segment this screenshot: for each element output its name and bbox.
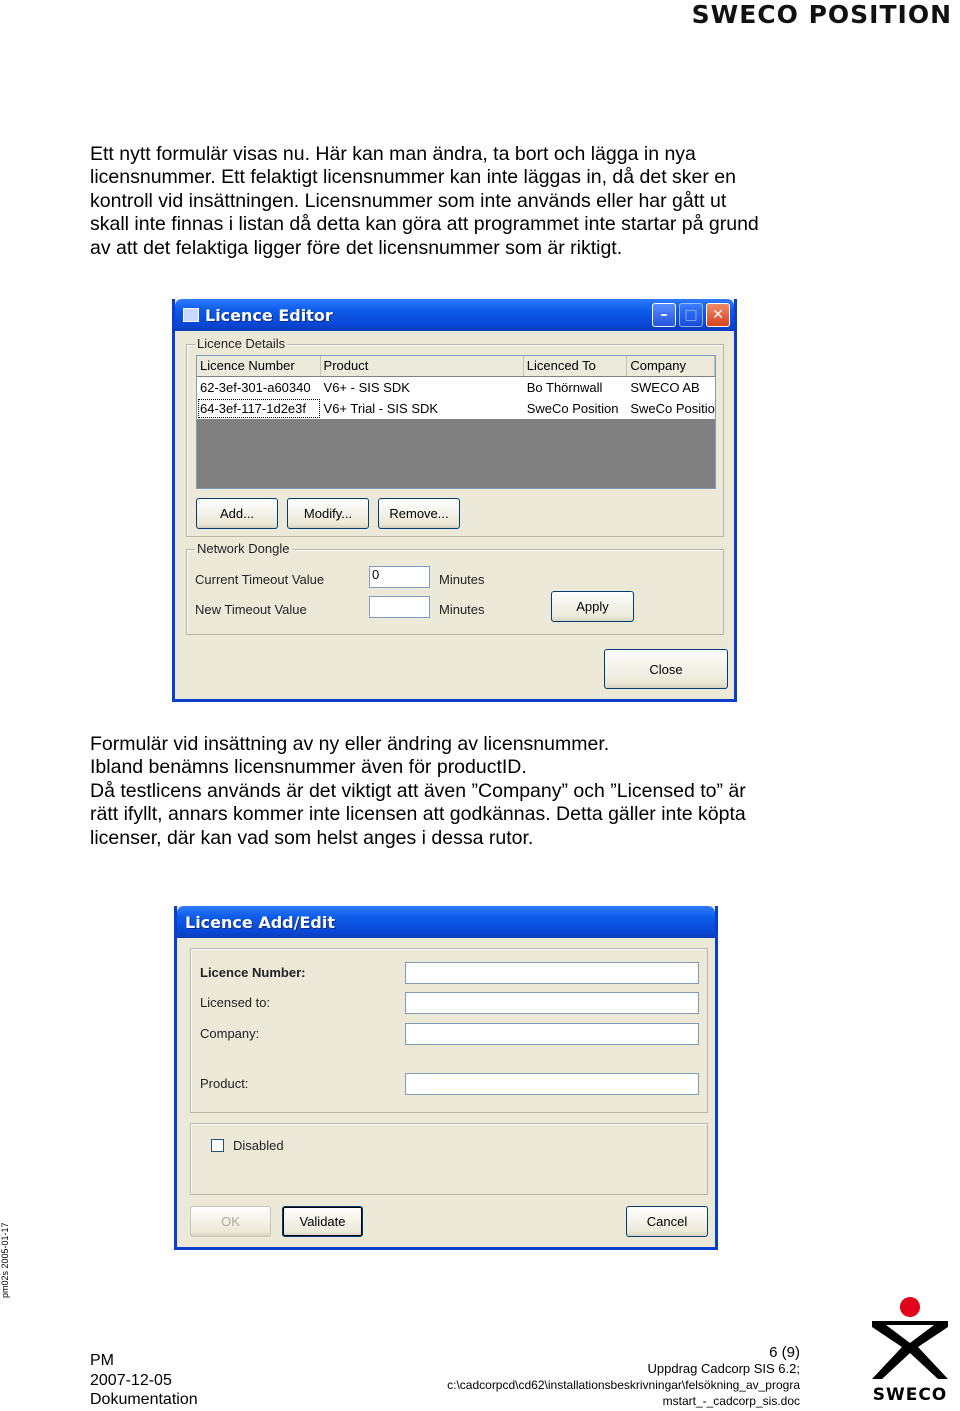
add-button[interactable]: Add...	[196, 498, 278, 529]
intro-paragraph	[90, 143, 810, 260]
text-line: av att det felaktiga ligger före det licensnummer som är riktigt.	[90, 236, 623, 259]
modify-button[interactable]: Modify...	[287, 498, 369, 529]
close-button[interactable]: Close	[604, 649, 728, 689]
close-icon[interactable]: ✕	[706, 303, 730, 327]
footer-assignment: Uppdrag Cadcorp SIS 6.2;	[647, 1361, 800, 1376]
column-header-licence-number[interactable]: Licence Number	[197, 356, 321, 376]
column-header-product[interactable]: Product	[321, 356, 524, 376]
licence-editor-titlebar[interactable]	[175, 299, 734, 331]
apply-button[interactable]: Apply	[551, 591, 634, 622]
product-field[interactable]	[405, 1073, 699, 1095]
cell: V6+ Trial - SIS SDK	[323, 401, 439, 416]
text-line: rätt ifyllt, annars kommer inte licensen att godkännas. Detta gäller inte köpta	[90, 803, 746, 826]
network-dongle-group	[186, 541, 724, 635]
text-line: Ibland benämns licensnummer även för productID.	[90, 756, 527, 779]
current-timeout-field[interactable]: 0	[369, 566, 430, 588]
footer-date: 2007-12-05	[90, 1371, 172, 1389]
new-timeout-field[interactable]	[369, 596, 430, 618]
text-line: Ett nytt formulär visas nu. Här kan man ändra, ta bort och lägga in nya	[90, 143, 696, 165]
cancel-button[interactable]: Cancel	[626, 1206, 708, 1237]
text-line: licenser, där kan vad som helst anges i dessa rutor.	[90, 826, 534, 849]
disabled-checkbox[interactable]	[211, 1139, 224, 1152]
licence-add-edit-titlebar[interactable]	[177, 906, 715, 938]
text-line: kontroll vid insättningen. Licensnummer som inte används eller har gått ut	[90, 189, 727, 212]
product-label: Product:	[200, 1076, 249, 1091]
footer-path-line: mstart_-_cadcorp_sis.doc	[662, 1394, 800, 1408]
minutes-label: Minutes	[439, 572, 485, 587]
footer-doc-type: Dokumentation	[90, 1391, 198, 1408]
disabled-label[interactable]: Disabled	[233, 1138, 284, 1153]
footer-author: PM	[90, 1352, 114, 1369]
text-line: licensnummer. Ett felaktigt licensnummer kan inte läggas in, då det sker en	[90, 166, 736, 189]
licence-add-edit-window	[174, 906, 718, 1250]
column-header-company[interactable]: Company	[627, 356, 715, 376]
table-row[interactable]	[197, 377, 715, 398]
footer-left	[90, 1351, 198, 1410]
sweco-figure-icon	[868, 1295, 952, 1385]
company-field[interactable]	[405, 1023, 699, 1045]
sweco-logo	[868, 1295, 952, 1405]
cell: SweCo Positio	[630, 401, 715, 416]
licence-list[interactable]	[196, 355, 716, 489]
footer-path-line: c:\cadcorpcd\cd62\installationsbeskrivningar\felsökning_av_progra	[447, 1378, 800, 1392]
cell: SweCo Position	[526, 401, 619, 416]
description-paragraph	[90, 733, 810, 850]
options-group	[190, 1123, 708, 1195]
minimize-icon[interactable]: –	[652, 303, 676, 327]
cell: V6+ - SIS SDK	[323, 380, 410, 395]
licence-fields-group	[190, 948, 708, 1113]
remove-button[interactable]: Remove...	[378, 498, 460, 529]
text-line: skall inte finnas i listan då detta kan göra att programmet inte startar på grund	[90, 213, 759, 236]
cell: 62-3ef-301-a60340	[200, 380, 311, 395]
licence-details-group	[186, 336, 724, 537]
group-legend: Licence Details	[197, 336, 286, 351]
group-legend: Network Dongle	[197, 541, 290, 556]
licensed-to-label: Licensed to:	[200, 995, 271, 1010]
page-number: 6 (9)	[769, 1344, 800, 1361]
minutes-label: Minutes	[439, 602, 485, 617]
new-timeout-label: New Timeout Value	[195, 602, 307, 617]
maximize-icon: □	[679, 303, 703, 327]
licensed-to-field[interactable]	[405, 992, 699, 1014]
column-header-licenced-to[interactable]: Licenced To	[524, 356, 628, 376]
cell: Bo Thörnwall	[526, 380, 603, 395]
list-header	[197, 356, 715, 376]
company-label: Company:	[200, 1026, 260, 1041]
logo-text: SWECO	[872, 1385, 948, 1405]
app-icon	[183, 308, 199, 322]
text-line: Formulär vid insättning av ny eller ändring av licensnummer.	[90, 733, 610, 755]
licence-editor-window	[172, 299, 737, 702]
current-timeout-label: Current Timeout Value	[195, 572, 325, 587]
cell: 64-3ef-117-1d2e3f	[197, 398, 321, 419]
window-title: Licence Add/Edit	[185, 912, 335, 932]
footer-right	[447, 1345, 800, 1409]
cell: SWECO AB	[630, 380, 700, 395]
licence-number-field[interactable]	[405, 962, 699, 984]
header-brand-logo: SWECO POSITION	[691, 0, 952, 29]
text-line: Då testlicens används är det viktigt att även ”Company” och ”Licensed to” är	[90, 779, 746, 802]
table-row[interactable]	[197, 398, 715, 419]
licence-number-label: Licence Number:	[200, 965, 306, 980]
window-title: Licence Editor	[205, 305, 333, 325]
side-document-code: pm02s 2005-01-17	[0, 1222, 10, 1298]
ok-button[interactable]: OK	[190, 1206, 271, 1237]
validate-button[interactable]: Validate	[282, 1206, 363, 1237]
